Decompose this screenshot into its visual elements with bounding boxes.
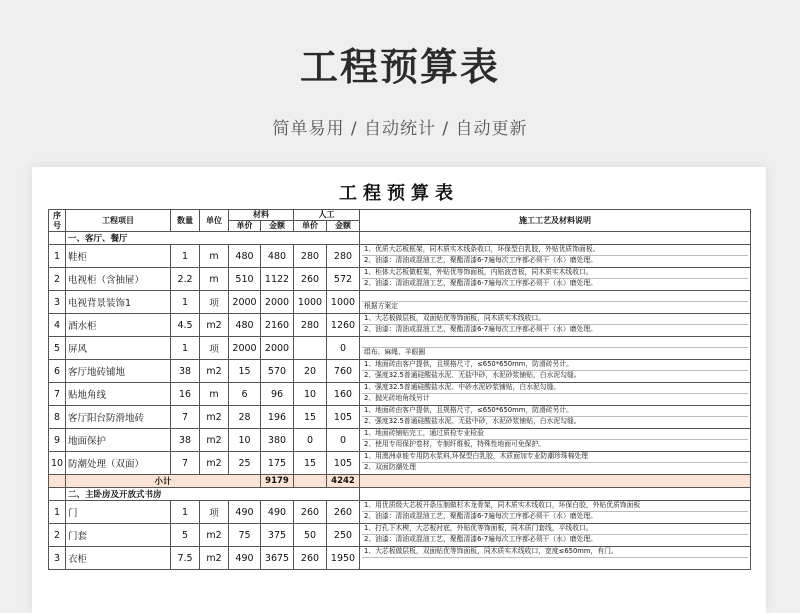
header-material-unit-price: 单价 bbox=[229, 221, 261, 232]
row-labor-unit-price: 10 bbox=[294, 383, 327, 406]
budget-table bbox=[48, 209, 751, 570]
row-seq: 2 bbox=[49, 268, 66, 291]
description-line: 1、用优质级大芯板开条压制做杉木龙骨架，同木质实木线收口，环保白胶，外贴优质饰面板 bbox=[362, 501, 748, 512]
row-labor-amount: 760 bbox=[327, 360, 360, 383]
description-line: 1、强度32.5普通硅酸盐水泥、中砂水泥砂浆铺贴，白水泥勾缝。 bbox=[362, 383, 748, 394]
row-item-name: 衣柜 bbox=[66, 547, 171, 570]
row-material-unit-price: 2000 bbox=[229, 337, 261, 360]
description-line: 2、使用专用保护卷材，专制纤维板，特殊性地面可免保护。 bbox=[364, 440, 546, 448]
description-line: 1、优质大芯板框架，同木质实木线条收口，环保型白乳胶，外贴优质饰面板。 bbox=[362, 245, 748, 256]
row-labor-amount: 1260 bbox=[327, 314, 360, 337]
row-material-amount: 380 bbox=[261, 429, 294, 452]
row-labor-unit-price: 50 bbox=[294, 524, 327, 547]
description-line bbox=[362, 291, 748, 302]
description-line: 1、地面砖铺贴完工，通过质检专业检验 bbox=[362, 429, 748, 440]
row-seq: 1 bbox=[49, 245, 66, 268]
table-row bbox=[49, 429, 751, 452]
row-item-name: 酒水柜 bbox=[66, 314, 171, 337]
row-labor-unit-price: 280 bbox=[294, 245, 327, 268]
header-item: 工程项目 bbox=[66, 210, 171, 232]
row-qty: 1 bbox=[171, 245, 200, 268]
row-labor-amount: 572 bbox=[327, 268, 360, 291]
row-material-unit-price: 480 bbox=[229, 245, 261, 268]
description-line: 1、柜体大芯板做框架，外贴优等饰面板，内贴波音板，同木质实木线收口。 bbox=[362, 268, 748, 279]
row-unit: m bbox=[200, 245, 229, 268]
description-line: 2、油漆：清油或混油工艺，聚酯清漆6-7遍每次工序都必须干（水）磨处理。 bbox=[364, 256, 597, 264]
row-labor-unit-price: 0 bbox=[294, 429, 327, 452]
header-unit: 单位 bbox=[200, 210, 229, 232]
subtotal-spacer bbox=[294, 475, 327, 488]
description-line bbox=[362, 558, 748, 568]
sheet-title: 工程预算表 bbox=[339, 183, 459, 204]
row-description bbox=[360, 314, 751, 337]
description-line: 2、油漆：清油或混油工艺，聚酯清漆6-7遍每次工序都必须干（水）磨处理。 bbox=[364, 325, 597, 333]
row-labor-amount: 160 bbox=[327, 383, 360, 406]
row-material-unit-price: 10 bbox=[229, 429, 261, 452]
description-line: 1、用澳洲卓能专用防水浆料,环保型白乳胶，木质面加专业防潮珍珠棉处理 bbox=[362, 452, 748, 463]
row-labor-unit-price: 15 bbox=[294, 406, 327, 429]
row-unit: m2 bbox=[200, 406, 229, 429]
row-description bbox=[360, 360, 751, 383]
row-qty: 7 bbox=[171, 406, 200, 429]
row-material-amount: 490 bbox=[261, 501, 294, 524]
row-material-unit-price: 490 bbox=[229, 501, 261, 524]
description-line: 2、双面防潮处理 bbox=[364, 463, 416, 471]
section-label: 一、客厅、餐厅 bbox=[66, 232, 360, 245]
row-qty: 38 bbox=[171, 360, 200, 383]
row-unit: 项 bbox=[200, 501, 229, 524]
row-material-amount: 2000 bbox=[261, 291, 294, 314]
row-unit: m2 bbox=[200, 452, 229, 475]
row-item-name: 防潮处理（双面） bbox=[66, 452, 171, 475]
row-material-amount: 2160 bbox=[261, 314, 294, 337]
row-item-name: 客厅地砖铺地 bbox=[66, 360, 171, 383]
row-labor-unit-price: 280 bbox=[294, 314, 327, 337]
row-labor-amount: 280 bbox=[327, 245, 360, 268]
table-row bbox=[49, 314, 751, 337]
row-labor-amount: 0 bbox=[327, 429, 360, 452]
row-labor-unit-price bbox=[294, 337, 327, 360]
row-description bbox=[360, 501, 751, 524]
subtotal-material-amount: 9179 bbox=[261, 475, 294, 488]
row-qty: 1 bbox=[171, 501, 200, 524]
row-labor-amount: 1950 bbox=[327, 547, 360, 570]
row-description bbox=[360, 383, 751, 406]
row-seq: 9 bbox=[49, 429, 66, 452]
row-labor-amount: 105 bbox=[327, 452, 360, 475]
header-material-amount: 金额 bbox=[261, 221, 294, 232]
row-description bbox=[360, 547, 751, 570]
row-labor-amount: 250 bbox=[327, 524, 360, 547]
description-line: 2、油漆：清油或混油工艺，聚酯清漆6-7遍每次工序都必须干（水）磨处理。 bbox=[364, 535, 597, 543]
row-unit: m2 bbox=[200, 429, 229, 452]
description-line: 根据方案定 bbox=[364, 302, 398, 310]
row-description bbox=[360, 429, 751, 452]
row-labor-unit-price: 15 bbox=[294, 452, 327, 475]
row-qty: 16 bbox=[171, 383, 200, 406]
description-line: 2、抛光砖地角线另计 bbox=[364, 394, 430, 402]
row-unit: 项 bbox=[200, 337, 229, 360]
row-item-name: 鞋柜 bbox=[66, 245, 171, 268]
table-row bbox=[49, 452, 751, 475]
row-material-unit-price: 25 bbox=[229, 452, 261, 475]
row-qty: 7 bbox=[171, 452, 200, 475]
row-seq: 6 bbox=[49, 360, 66, 383]
page-subtitle: 简单易用 / 自动统计 / 自动更新 bbox=[272, 119, 528, 139]
row-unit: m2 bbox=[200, 360, 229, 383]
row-labor-unit-price: 260 bbox=[294, 268, 327, 291]
row-material-unit-price: 2000 bbox=[229, 291, 261, 314]
row-labor-unit-price: 260 bbox=[294, 501, 327, 524]
row-qty: 1 bbox=[171, 337, 200, 360]
row-material-unit-price: 75 bbox=[229, 524, 261, 547]
row-material-unit-price: 15 bbox=[229, 360, 261, 383]
row-material-amount: 570 bbox=[261, 360, 294, 383]
header-labor-amount: 金额 bbox=[327, 221, 360, 232]
row-unit: m bbox=[200, 383, 229, 406]
row-item-name: 地面保护 bbox=[66, 429, 171, 452]
row-item-name: 电视柜（含抽屉） bbox=[66, 268, 171, 291]
section-row bbox=[49, 232, 751, 245]
subtotal-desc-spacer bbox=[360, 475, 751, 488]
row-material-amount: 196 bbox=[261, 406, 294, 429]
subtotal-row bbox=[49, 475, 751, 488]
description-line: 1、地面砖由客户提供，且规格尺寸，≤650*650mm，防滑砖另计。 bbox=[362, 406, 748, 417]
row-material-unit-price: 510 bbox=[229, 268, 261, 291]
table-row bbox=[49, 245, 751, 268]
header-labor: 人工 bbox=[294, 210, 360, 221]
row-labor-unit-price: 260 bbox=[294, 547, 327, 570]
row-item-name: 屏风 bbox=[66, 337, 171, 360]
row-material-amount: 480 bbox=[261, 245, 294, 268]
row-seq: 8 bbox=[49, 406, 66, 429]
row-item-name: 电视背景装饰1 bbox=[66, 291, 171, 314]
row-seq: 3 bbox=[49, 291, 66, 314]
description-line: 1、大芯板做层板，双面贴优等饰面板，同木质实木线收口。 bbox=[362, 314, 748, 325]
row-item-name: 客厅阳台防滑地砖 bbox=[66, 406, 171, 429]
table-row bbox=[49, 337, 751, 360]
row-item-name: 门套 bbox=[66, 524, 171, 547]
section-label: 二、主卧房及开放式书房 bbox=[66, 488, 360, 501]
description-line: 2、油漆：清油或混油工艺，聚酯清漆6-7遍每次工序都必须干（水）磨处理。 bbox=[364, 512, 597, 520]
description-line: 1、大芯板做层板，双面贴优等饰面板，同木质实木线收口，宽度≤650mm，有门。 bbox=[362, 547, 748, 558]
row-unit: m bbox=[200, 268, 229, 291]
row-qty: 5 bbox=[171, 524, 200, 547]
row-seq: 3 bbox=[49, 547, 66, 570]
table-row bbox=[49, 383, 751, 406]
section-spacer bbox=[49, 488, 66, 501]
row-material-amount: 2000 bbox=[261, 337, 294, 360]
header-qty: 数量 bbox=[171, 210, 200, 232]
table-row bbox=[49, 501, 751, 524]
description-line: 1、打孔下木楔，大芯板衬底，外贴优等饰面板，同木质门套线，平线收口。 bbox=[362, 524, 748, 535]
row-material-unit-price: 480 bbox=[229, 314, 261, 337]
table-row bbox=[49, 291, 751, 314]
subtotal-label: 小计 bbox=[66, 475, 261, 488]
row-material-unit-price: 28 bbox=[229, 406, 261, 429]
row-labor-amount: 105 bbox=[327, 406, 360, 429]
row-description bbox=[360, 245, 751, 268]
description-line: 2、强度32.5普通硅酸盐水泥、无盐中砂，水泥砂浆铺贴，白水泥勾缝。 bbox=[364, 417, 581, 425]
row-unit: 项 bbox=[200, 291, 229, 314]
row-material-amount: 175 bbox=[261, 452, 294, 475]
row-material-unit-price: 490 bbox=[229, 547, 261, 570]
section-spacer bbox=[49, 232, 66, 245]
table-row bbox=[49, 524, 751, 547]
row-seq: 7 bbox=[49, 383, 66, 406]
subtotal-labor-amount: 4242 bbox=[327, 475, 360, 488]
row-item-name: 门 bbox=[66, 501, 171, 524]
table-row bbox=[49, 268, 751, 291]
row-unit: m2 bbox=[200, 524, 229, 547]
row-qty: 2.2 bbox=[171, 268, 200, 291]
table-row bbox=[49, 406, 751, 429]
row-labor-amount: 260 bbox=[327, 501, 360, 524]
row-description bbox=[360, 268, 751, 291]
description-line: 绢布、麻绳、羊眼圈 bbox=[364, 348, 426, 356]
row-description bbox=[360, 452, 751, 475]
header-desc: 施工工艺及材料说明 bbox=[360, 210, 751, 232]
row-material-amount: 375 bbox=[261, 524, 294, 547]
row-labor-amount: 0 bbox=[327, 337, 360, 360]
section-row bbox=[49, 488, 751, 501]
row-seq: 10 bbox=[49, 452, 66, 475]
description-line: 2、强度32.5普通硅酸盐水泥、无盐中砂，水泥砂浆铺贴，白水泥勾缝。 bbox=[364, 371, 581, 379]
row-material-amount: 96 bbox=[261, 383, 294, 406]
row-seq: 1 bbox=[49, 501, 66, 524]
row-material-amount: 3675 bbox=[261, 547, 294, 570]
row-description bbox=[360, 524, 751, 547]
row-seq: 5 bbox=[49, 337, 66, 360]
row-material-amount: 1122 bbox=[261, 268, 294, 291]
table-row bbox=[49, 547, 751, 570]
row-material-unit-price: 6 bbox=[229, 383, 261, 406]
description-line: 1、地面砖由客户提供，且规格尺寸，≤650*650mm，防滑砖另计。 bbox=[362, 360, 748, 371]
row-unit: m2 bbox=[200, 314, 229, 337]
header-material: 材料 bbox=[229, 210, 294, 221]
header-seq: 序号 bbox=[49, 210, 66, 232]
row-labor-unit-price: 20 bbox=[294, 360, 327, 383]
row-description bbox=[360, 291, 751, 314]
row-seq: 2 bbox=[49, 524, 66, 547]
subtotal-spacer bbox=[49, 475, 66, 488]
row-seq: 4 bbox=[49, 314, 66, 337]
row-qty: 38 bbox=[171, 429, 200, 452]
row-unit: m2 bbox=[200, 547, 229, 570]
description-line: 2、油漆：清油或混油工艺，聚酯清漆6-7遍每次工序都必须干（水）磨处理。 bbox=[364, 279, 597, 287]
row-labor-amount: 1000 bbox=[327, 291, 360, 314]
row-qty: 1 bbox=[171, 291, 200, 314]
row-description bbox=[360, 337, 751, 360]
description-line bbox=[362, 337, 748, 348]
row-description bbox=[360, 406, 751, 429]
header-labor-unit-price: 单价 bbox=[294, 221, 327, 232]
row-labor-unit-price: 1000 bbox=[294, 291, 327, 314]
row-qty: 7.5 bbox=[171, 547, 200, 570]
row-qty: 4.5 bbox=[171, 314, 200, 337]
page-title: 工程预算表 bbox=[299, 45, 500, 89]
section-desc-spacer bbox=[360, 232, 751, 245]
section-desc-spacer bbox=[360, 488, 751, 501]
table-row bbox=[49, 360, 751, 383]
row-item-name: 贴地角线 bbox=[66, 383, 171, 406]
budget-body bbox=[49, 232, 751, 570]
budget-sheet bbox=[32, 167, 766, 613]
